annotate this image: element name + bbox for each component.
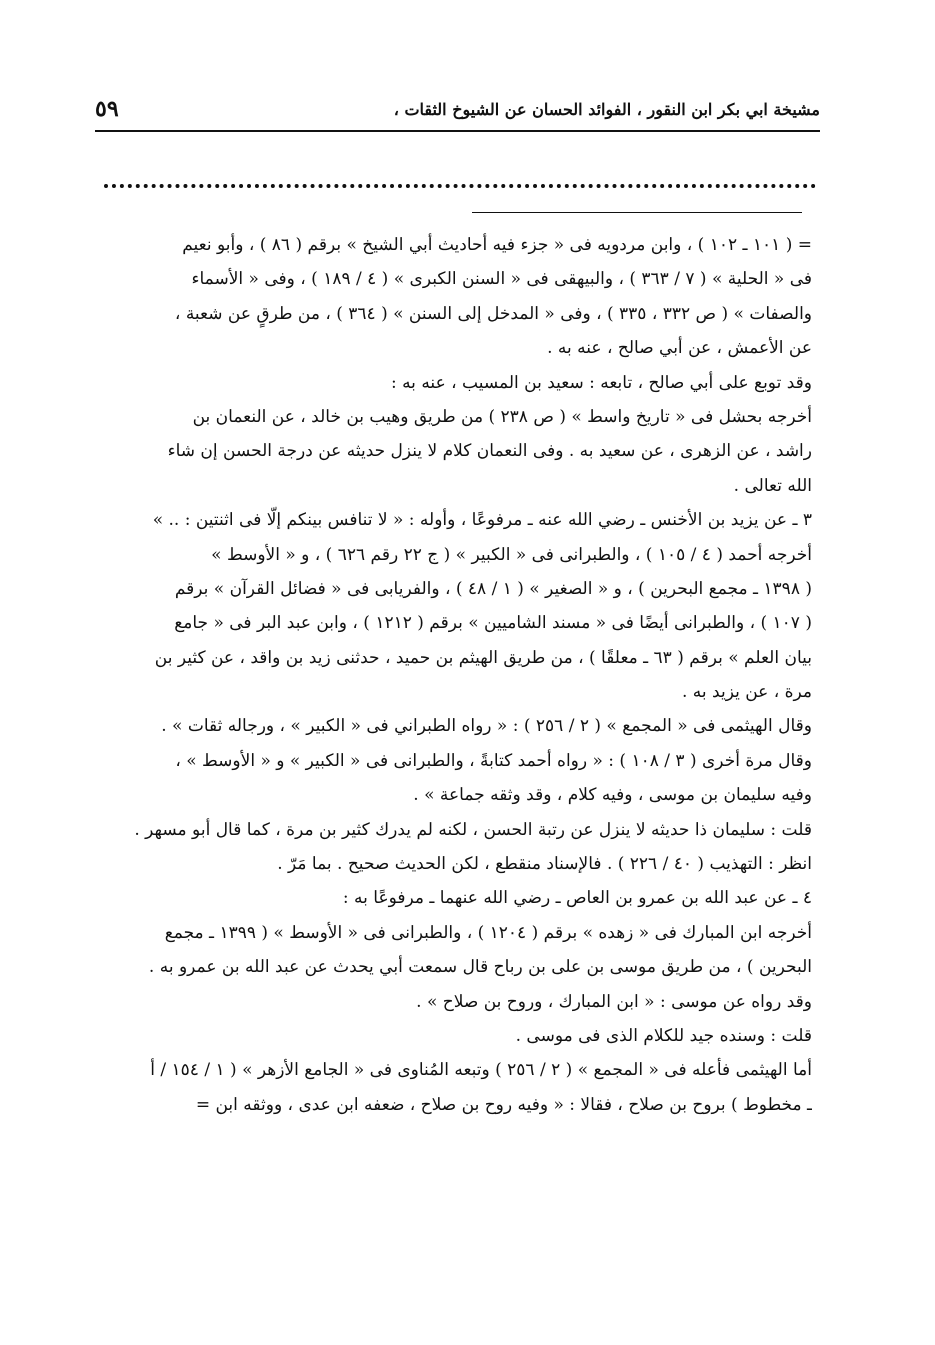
text-line: وقال مرة أخرى ( ٣ / ١٠٨ ) : « رواه أحمد كتابةً ، والطبرانى فى « الكبير » و « الأوسط » ،: [175, 750, 812, 771]
text-line: قلت : وسنده جيد للكلام الذى فى موسى .: [515, 1025, 812, 1046]
text-line: والصفات » ( ص ٣٣٢ ، ٣٣٥ ) ، وفى « المدخل إلى السنن » ( ٣٦٤ ) ، من طرقٍ عن شعبة ،: [174, 303, 812, 324]
text-line: أخرجه ابن المبارك فى « زهده » برقم ( ١٢٠٤ ) ، والطبرانى فى « الأوسط » ( ١٣٩٩ ـ مجمع: [164, 922, 812, 943]
footnote-text: [98, 228, 812, 1122]
text-line: ( ١٣٩٨ ـ مجمع البحرين ) ، و « الصغير » ( ١ / ٤٨ ) ، والفريابى فى « فضائل القرآن » برقم: [174, 578, 812, 599]
text-line: وفيه سليمان بن موسى ، وفيه كلام ، وقد وثقه جماعة » .: [413, 785, 812, 806]
text-line: ٣ ـ عن يزيد بن الأخنس ـ رضي الله عنه ـ مرفوعًا ، وأوله : « لا تنافس بينكم إلّا فى اثنتين : .. »: [152, 510, 812, 531]
header-rule: [95, 130, 820, 132]
text-line: مرة ، عن يزيد به .: [682, 682, 812, 703]
text-line: البحرين ) ، من طريق موسى بن على بن رباح قال سمعت أبي يحدث عن عبد الله بن عمرو به .: [148, 957, 812, 978]
text-line: ( ١٠٧ ) ، والطبرانى أيضًا فى « مسند الشاميين » برقم ( ١٢١٢ ) ، وابن عبد البر فى « جامع: [174, 613, 812, 634]
text-line: أخرجه أحمد ( ٤ / ١٠٥ ) ، والطبرانى فى « الكبير » ( ج ٢٢ رقم ٦٢٦ ) ، و « الأوسط »: [211, 544, 812, 565]
text-line: وقد رواه عن موسى : « ابن المبارك ، وروح بن صلاح » .: [416, 991, 812, 1012]
footnote-rule: [472, 212, 802, 213]
running-header: [95, 98, 820, 128]
text-line: وقد توبع على أبي صالح ، تابعه : سعيد بن المسيب ، عنه به :: [390, 372, 812, 393]
dotted-separator: [104, 184, 816, 188]
text-line: قلت : سليمان ذا حديثه لا ينزل عن رتبة الحسن ، لكنه لم يدرك كثير بن مرة ، كما قال أبو مسهر .: [134, 819, 812, 840]
text-line: وقال الهيثمى فى « المجمع » ( ٢ / ٢٥٦ ) : « رواه الطبراني فى « الكبير » ، ورجاله ثقات » .: [161, 716, 812, 737]
text-line: راشد ، عن الزهرى ، عن سعيد به . وفى النعمان كلام لا ينزل حديثه عن درجة الحسن إن شاء: [167, 441, 812, 462]
text-line: انظر : التهذيب ( ٤٠ / ٢٢٦ ) . فالإسناد منقطع ، لكن الحديث صحيح . بما مَرّ .: [277, 854, 812, 875]
text-line: أخرجه بحشل فى « تاريخ واسط » ( ص ٢٣٨ ) من طريق وهيب بن خالد ، عن النعمان بن: [192, 406, 812, 427]
text-line: بيان العلم » برقم ( ٦٣ ـ معلقًا ) ، من طريق الهيثم بن حميد ، حدثنى زيد بن واقد ، عن كثير بن: [154, 647, 812, 668]
page-number: ٥٩: [95, 96, 119, 122]
text-line: الله تعالى .: [733, 475, 812, 496]
text-line: عن الأعمش ، عن أبي صالح ، عنه به .: [547, 338, 812, 359]
running-title: مشيخة ابي بكر ابن النقور ، الفوائد الحسان عن الشيوخ الثقات ،: [393, 100, 820, 119]
text-line: فى « الحلية » ( ٧ / ٣٦٣ ) ، والبيهقى فى « السنن الكبرى » ( ٤ / ١٨٩ ) ، وفى « الأسماء: [191, 269, 812, 290]
text-line: أما الهيثمى فأعله فى « المجمع » ( ٢ / ٢٥٦ ) وتبعه المُناوى فى « الجامع الأزهر » ( ١ / ١٥٤ / أ: [150, 1060, 812, 1081]
text-line: ـ مخطوط ) بروح بن صلاح ، فقالا : « وفيه روح بن صلاح ، ضعفه ابن عدى ، ووثقه ابن =: [195, 1094, 812, 1115]
text-line: ٤ ـ عن عبد الله بن عمرو بن العاص ـ رضي الله عنهما ـ مرفوعًا به :: [342, 888, 812, 909]
text-line: = ( ١٠١ ـ ١٠٢ ) ، وابن مردويه فى « جزء فيه أحاديث أبي الشيخ » برقم ( ٨٦ ) ، وأبو نعيم: [182, 235, 812, 255]
